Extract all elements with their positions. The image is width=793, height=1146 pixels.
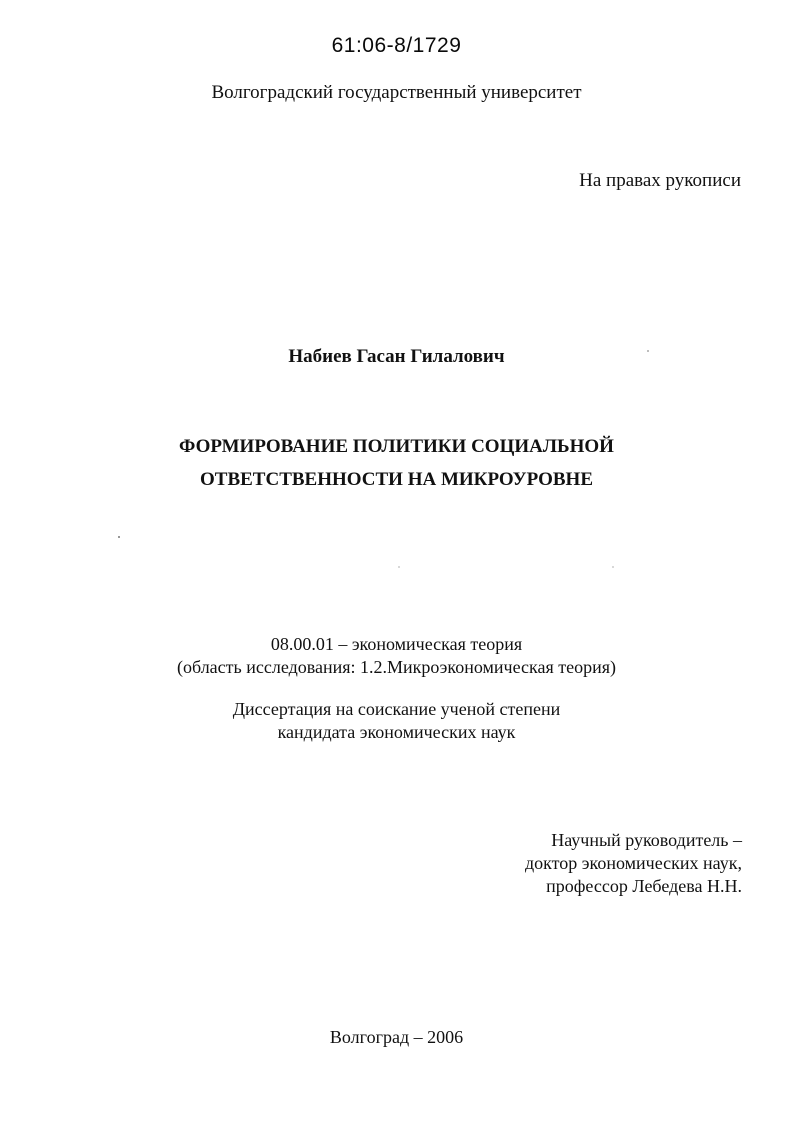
title-line-1: ФОРМИРОВАНИЕ ПОЛИТИКИ СОЦИАЛЬНОЙ <box>179 436 614 457</box>
author-name: Набиев Гасан Гилалович <box>288 346 505 367</box>
specialty-code: 08.00.01 – экономическая теория <box>270 634 523 654</box>
scan-speck <box>612 566 614 568</box>
supervisor-name: профессор Лебедева Н.Н. <box>546 876 742 896</box>
title-line-2: ОТВЕТСТВЕННОСТИ НА МИКРОУРОВНЕ <box>200 469 593 490</box>
university-name: Волгоградский государственный университет <box>211 82 582 103</box>
supervisor-degree: доктор экономических наук, <box>525 853 742 873</box>
scan-speck <box>398 566 400 568</box>
scan-speck <box>118 536 120 538</box>
city-and-year: Волгоград – 2006 <box>329 1027 464 1047</box>
degree-line-2: кандидата экономических наук <box>277 722 516 742</box>
supervisor-block <box>525 829 742 898</box>
research-area: (область исследования: 1.2.Микроэкономическая теория) <box>177 657 616 677</box>
manuscript-rights-note: На правах рукописи <box>579 170 741 191</box>
catalog-code: 61:06-8/1729 <box>331 34 462 57</box>
degree-line-1: Диссертация на соискание ученой степени <box>232 699 561 719</box>
specialty-block <box>0 633 793 679</box>
supervisor-role: Научный руководитель – <box>551 830 742 850</box>
scan-speck <box>647 350 649 352</box>
degree-block <box>0 698 793 744</box>
dissertation-title <box>0 430 793 496</box>
